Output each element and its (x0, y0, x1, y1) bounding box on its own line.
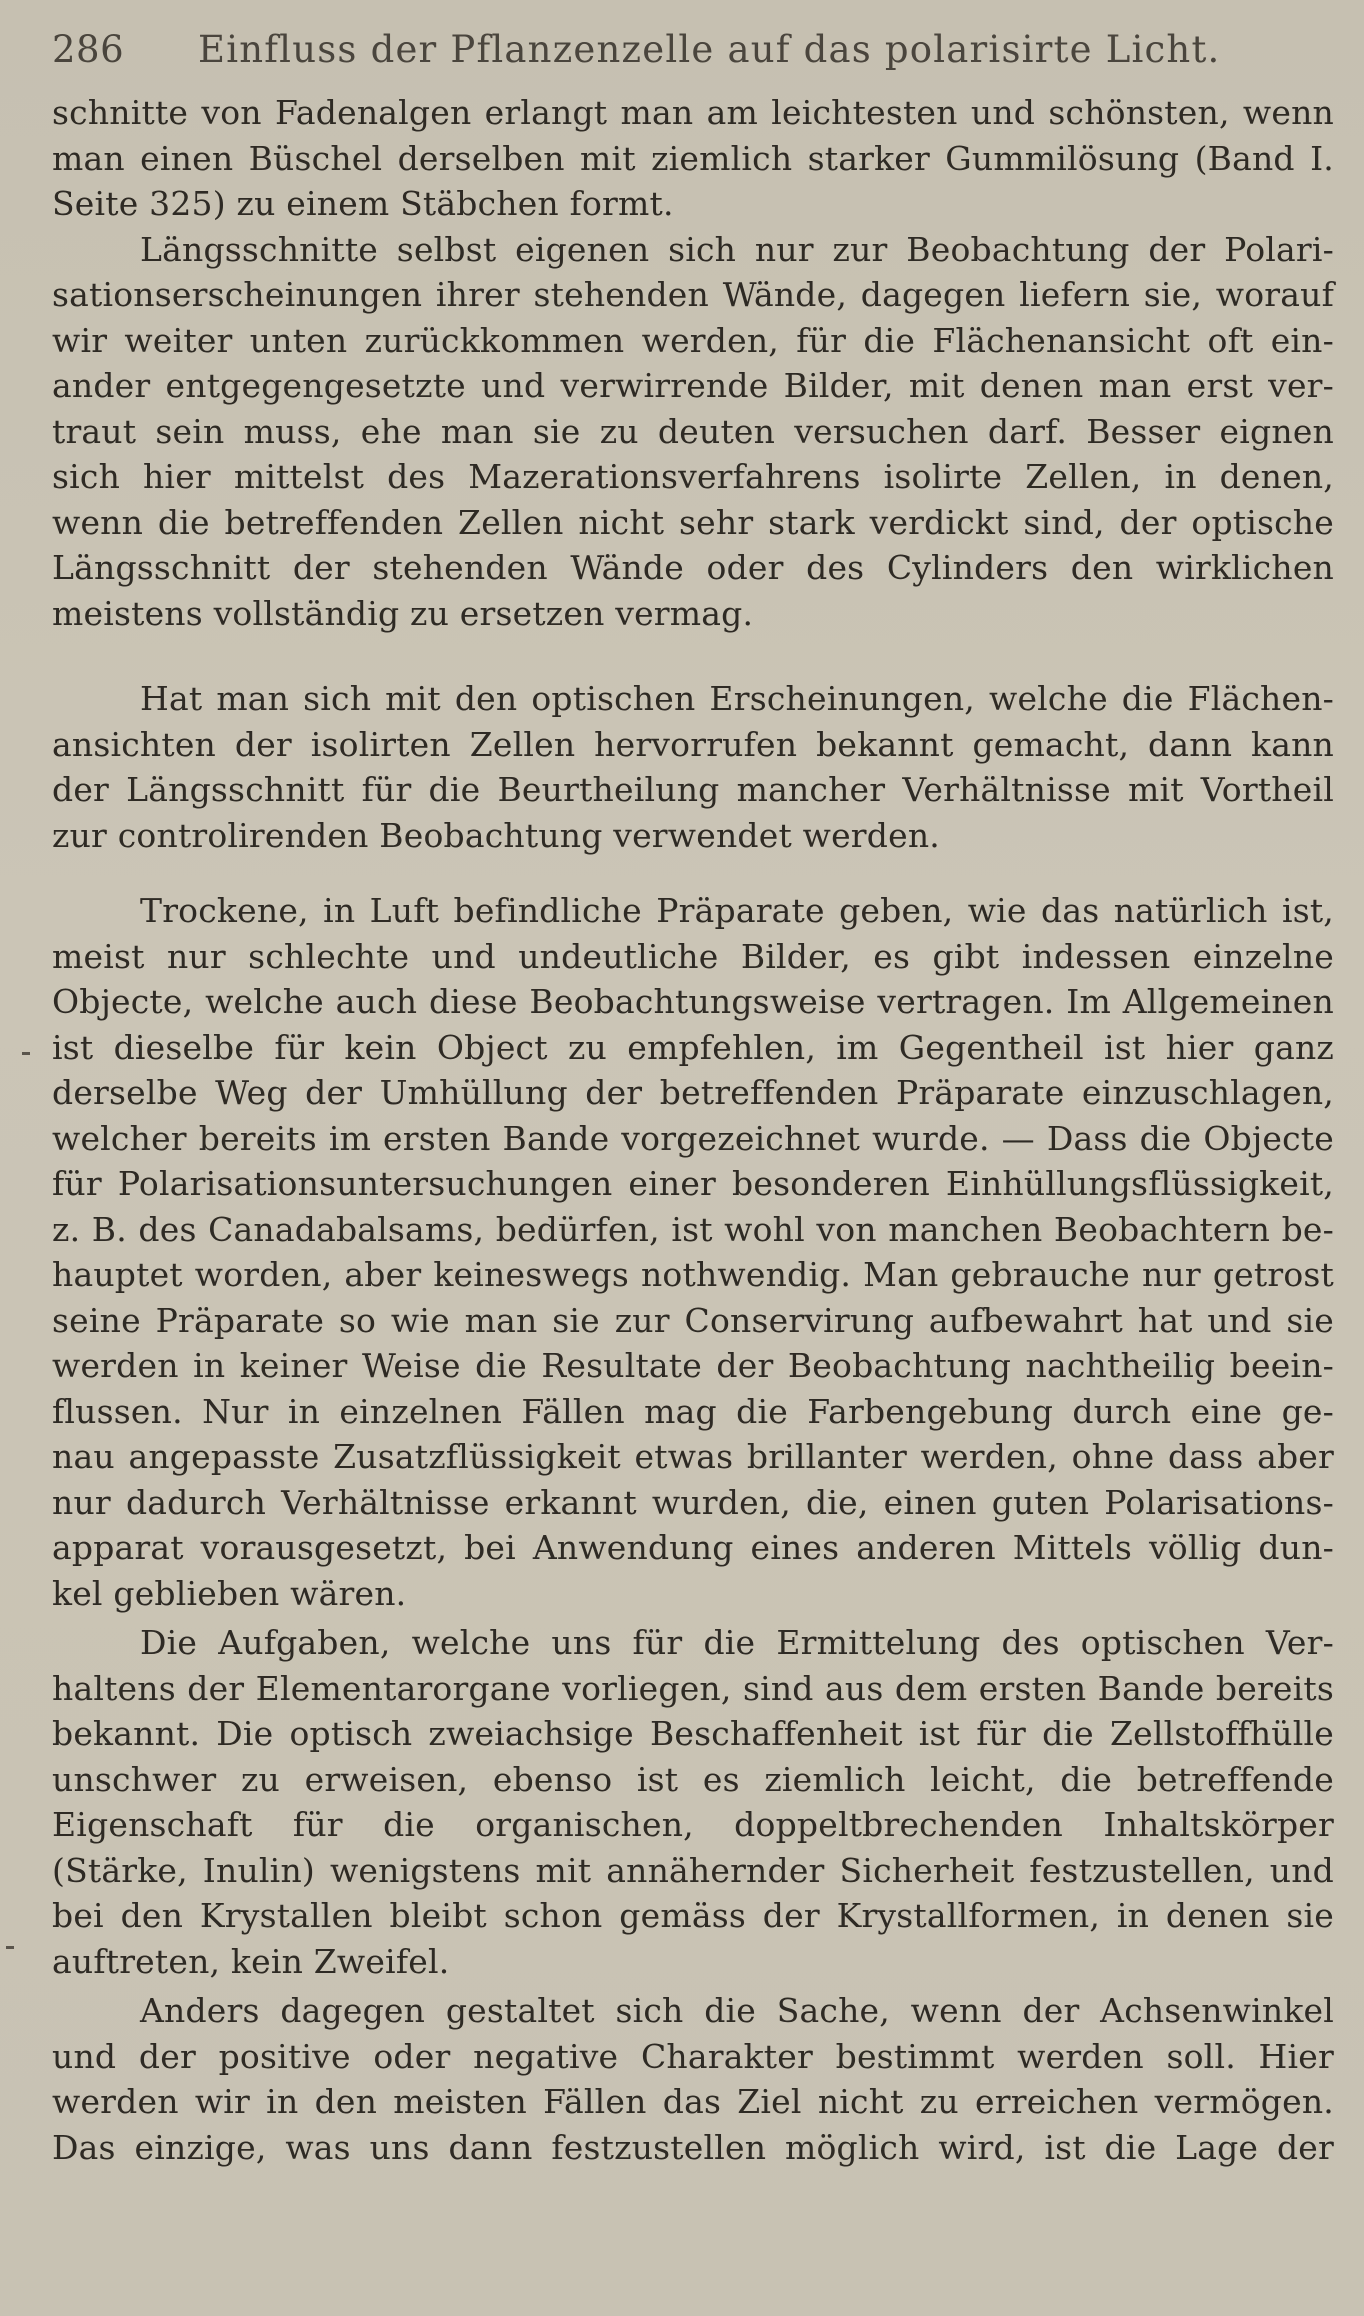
text-line: unschwer zu erweisen, ebenso ist es ziemlich leicht, die betreffende (52, 1759, 1334, 1799)
text-line: Eigenschaft für die organischen, doppeltbrechenden Inhaltskörper (52, 1805, 1334, 1844)
text-line: auftreten, kein Zweifel. (52, 1941, 450, 1981)
paragraph (52, 676, 1334, 858)
text-line: sationserscheinungen ihrer stehenden Wände, dagegen liefern sie, worauf (52, 275, 1334, 314)
text-line: sich hier mittelst des Mazerationsverfahrens isolirte Zellen, in denen, (52, 457, 1334, 496)
text-line: nau angepasste Zusatzflüssigkeit etwas brillanter werden, ohne dass aber (52, 1437, 1334, 1476)
text-line: seine Präparate so wie man sie zur Conservirung aufbewahrt hat und sie (52, 1300, 1334, 1340)
text-line: Seite 325) zu einem Stäbchen formt. (52, 184, 674, 223)
text-line: traut sein muss, ehe man sie zu deuten versuchen darf. Besser eignen (52, 411, 1334, 451)
paragraph (52, 1620, 1334, 1984)
margin-speck (22, 1052, 30, 1055)
text-line: z. B. des Canadabalsams, bedürfen, ist wohl von manchen Beobachtern be- (52, 1209, 1334, 1249)
text-line: nur dadurch Verhältnisse erkannt wurden, die, einen guten Polarisations- (52, 1482, 1334, 1522)
text-line: apparat vorausgesetzt, bei Anwendung eines anderen Mittels völlig dun- (52, 1528, 1334, 1567)
text-line: meistens vollständig zu ersetzen vermag. (52, 593, 754, 633)
text-line: werden in keiner Weise die Resultate der Beobachtung nachtheilig beein- (52, 1346, 1334, 1385)
paragraph (52, 888, 1334, 1616)
text-line: und der positive oder negative Charakter bestimmt werden soll. Hier (52, 2036, 1334, 2076)
text-line: Anders dagegen gestaltet sich die Sache, wenn der Achsenwinkel (140, 1991, 1334, 2030)
text-line: bekannt. Die optisch zweiachsige Beschaffenheit ist für die Zellstoffhülle (52, 1714, 1334, 1753)
margin-speck (6, 1946, 14, 1949)
text-line: ist dieselbe für kein Object zu empfehlen, im Gegentheil ist hier ganz (52, 1027, 1334, 1067)
text-line: hauptet worden, aber keineswegs nothwendig. Man gebrauche nur getrost (52, 1255, 1334, 1294)
text-line: (Stärke, Inulin) wenigstens mit annähernder Sicherheit festzustellen, und (52, 1850, 1334, 1890)
text-line: kel geblieben wären. (52, 1573, 407, 1613)
text-line: Die Aufgaben, welche uns für die Ermittelung des optischen Ver- (140, 1623, 1334, 1662)
page-number: 286 (52, 28, 125, 71)
text-line: Längsschnitt der stehenden Wände oder des Cylinders den wirklichen (52, 548, 1334, 587)
text-line: der Längsschnitt für die Beurtheilung mancher Verhältnisse mit Vortheil (52, 770, 1334, 809)
text-line: werden wir in den meisten Fällen das Ziel nicht zu erreichen vermögen. (52, 2082, 1334, 2121)
paragraph (52, 1988, 1334, 2170)
text-line: wir weiter unten zurückkommen werden, für die Flächenansicht oft ein- (52, 320, 1334, 360)
text-line: Längsschnitte selbst eigenen sich nur zur Beobachtung der Polari- (140, 229, 1334, 269)
running-header (52, 28, 1334, 86)
text-line: schnitte von Fadenalgen erlangt man am leichtesten und schönsten, wenn (52, 93, 1334, 132)
text-line: Trockene, in Luft befindliche Präparate geben, wie das natürlich ist, (140, 891, 1334, 930)
paragraph (52, 227, 1334, 637)
text-line: Hat man sich mit den optischen Erscheinungen, welche die Flächen- (140, 679, 1334, 718)
text-line: Das einzige, was uns dann festzustellen möglich wird, ist die Lage der (52, 2127, 1334, 2167)
body-text (52, 90, 1334, 2170)
text-line: ansichten der isolirten Zellen hervorrufen bekannt gemacht, dann kann (52, 724, 1334, 764)
text-line: ander entgegengesetzte und verwirrende Bilder, mit denen man erst ver- (52, 366, 1334, 405)
text-line: Objecte, welche auch diese Beobachtungsweise vertragen. Im Allgemeinen (52, 982, 1334, 1021)
paragraph (52, 90, 1334, 227)
text-line: für Polarisationsuntersuchungen einer besonderen Einhüllungsflüssigkeit, (52, 1164, 1334, 1203)
running-title: Einfluss der Pflanzenzelle auf das polarisirte Licht. (198, 28, 1221, 71)
text-line: welcher bereits im ersten Bande vorgezeichnet wurde. — Dass die Objecte (52, 1118, 1334, 1158)
text-line: zur controlirenden Beobachtung verwendet werden. (52, 815, 940, 855)
text-line: haltens der Elementarorgane vorliegen, sind aus dem ersten Bande bereits (52, 1668, 1334, 1708)
text-line: derselbe Weg der Umhüllung der betreffenden Präparate einzuschlagen, (52, 1073, 1334, 1112)
text-line: bei den Krystallen bleibt schon gemäss der Krystallformen, in denen sie (52, 1896, 1334, 1935)
text-line: meist nur schlechte und undeutliche Bilder, es gibt indessen einzelne (52, 936, 1334, 976)
text-line: man einen Büschel derselben mit ziemlich starker Gummilösung (Band I. (52, 138, 1334, 178)
text-line: wenn die betreffenden Zellen nicht sehr stark verdickt sind, der optische (52, 502, 1334, 542)
text-line: flussen. Nur in einzelnen Fällen mag die Farbengebung durch eine ge- (52, 1391, 1334, 1431)
